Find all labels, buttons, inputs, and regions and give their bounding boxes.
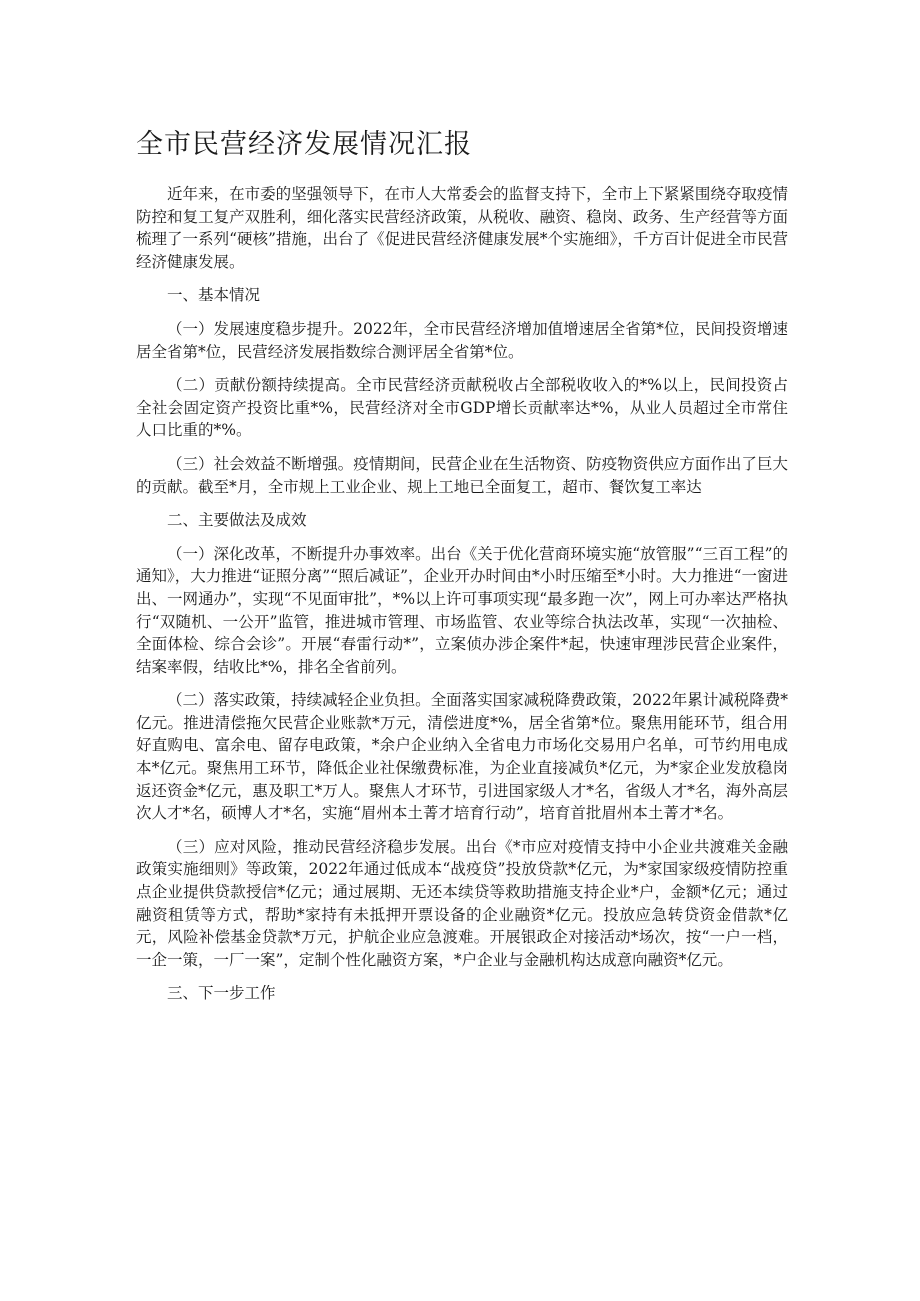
paragraph-respond-risk: （三）应对风险，推动民营经济稳步发展。出台《*市应对疫情支持中小企业共渡难关金融政策实施细则》等政策，2022年通过低成本“战疫贷”投放贷款*亿元，为*家国家级疫情防控重点企业提供贷款授信*亿元；通过展期、无还本续贷等救助措施支持企业*户，金额*亿元；通过融资租赁等方式，帮助*家持有未抵押开票设备的企业融资*亿元。投放应急转贷资金借款*亿元，风险补偿基金贷款*万元，护航企业应急渡难。开展银政企对接活动*场次，按“一户一档，一企一策，一厂一案”，定制个性化融资方案，*户企业与金融机构达成意向融资*亿元。 — [136, 837, 788, 969]
section-heading-basic-situation: 一、基本情况 — [167, 286, 261, 305]
intro-paragraph: 近年来，在市委的坚强领导下，在市人大常委会的监督支持下，全市上下紧紧围绕夺取疫情防控和复工复产双胜利，细化落实民营经济政策，从税收、融资、稳岗、政务、生产经营等方面梳理了一系列“硬核”措施，出台了《促进民营经济健康发展*个实施细》，千方百计促进全市民营经济健康发展。 — [136, 185, 788, 271]
paragraph-social-benefit: （三）社会效益不断增强。疫情期间，民营企业在生活物资、防疫物资供应方面作出了巨大的贡献。截至*月，全市规上工业企业、规上工地已全面复工，超市、餐饮复工率达 — [136, 454, 788, 496]
paragraph-implement-policy: （二）落实政策，持续减轻企业负担。全面落实国家减税降费政策，2022年累计减税降费*亿元。推进清偿拖欠民营企业账款*万元，清偿进度*%，居全省第*位。聚焦用能环节，组合用好直购电、富余电、留存电政策，*余户企业纳入全省电力市场化交易用户名单，可节约用电成本*亿元。聚焦用工环节，降低企业社保缴费标准，为企业直接减负*亿元，为*家企业发放稳岗返还资金*亿元，惠及职工*万人。聚焦人才环节，引进国家级人才*名，省级人才*名，海外高层次人才*名，硕博人才*名，实施“眉州本土菁才培育行动”，培育首批眉州本土菁才*名。 — [136, 691, 788, 823]
paragraph-contribution-share: （二）贡献份额持续提高。全市民营经济贡献税收占全部税收收入的*%以上，民间投资占全社会固定资产投资比重*%，民营经济对全市GDP增长贡献率达*%，从业人员超过全市常住人口比重的*%。 — [136, 376, 788, 440]
document-page — [136, 125, 788, 1016]
section-heading-next-steps: 三、下一步工作 — [167, 984, 276, 1003]
paragraph-deepen-reform: （一）深化改革，不断提升办事效率。出台《关于优化营商环境实施“放管服”“三百工程”的通知》，大力推进“证照分离”“照后减证”，企业开办时间由*小时压缩至*小时。大力推进“一窗进出、一网通办”，实现“不见面审批”，*%以上许可事项实现“最多跑一次”，网上可办率达严格执行“双随机、一公开”监管，推进城市管理、市场监管、农业等综合执法改革，实现“一次抽检、全面体检、综合会诊”。开展“春雷行动*”，立案侦办涉企案件*起，快速审理涉民营企业案件，结案率假，结收比*%，排名全省前列。 — [136, 544, 788, 676]
document-title: 全市民营经济发展情况汇报 — [136, 129, 472, 160]
section-heading-main-practices: 二、主要做法及成效 — [167, 511, 307, 530]
paragraph-growth-speed: （一）发展速度稳步提升。2022年，全市民营经济增加值增速居全省第*位，民间投资增速居全省第*位，民营经济发展指数综合测评居全省第*位。 — [136, 319, 788, 361]
